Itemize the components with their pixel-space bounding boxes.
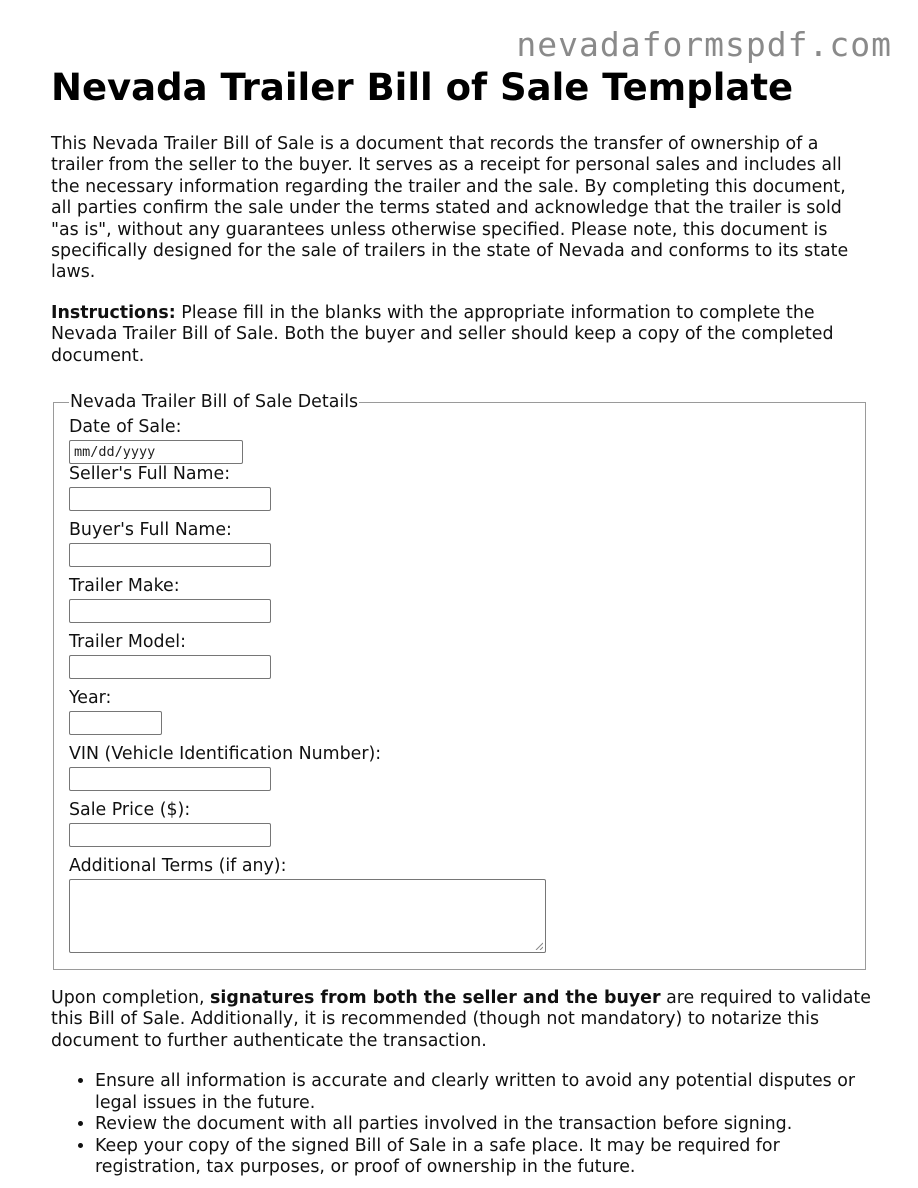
trailer-model-label: Trailer Model: <box>69 632 186 653</box>
site-watermark: nevadaformspdf.com <box>516 25 892 64</box>
additional-terms-textarea[interactable] <box>69 879 546 953</box>
trailer-make-label: Trailer Make: <box>69 576 180 597</box>
sale-price-input[interactable] <box>69 823 271 847</box>
bill-of-sale-fieldset <box>53 392 866 970</box>
year-input[interactable] <box>69 711 162 735</box>
page-title: Nevada Trailer Bill of Sale Template <box>51 66 794 109</box>
completion-text-end: are required to validate this Bill of Sale. Additionally, it is recommended (though not mandatory) to notarize this document to further authenticate the transaction. <box>51 988 871 1051</box>
fieldset-legend: Nevada Trailer Bill of Sale Details <box>70 392 359 413</box>
sale-price-label: Sale Price ($): <box>69 800 191 821</box>
additional-terms-label: Additional Terms (if any): <box>69 856 287 877</box>
instructions-paragraph <box>51 303 871 367</box>
instructions-text: Please fill in the blanks with the appropriate information to complete the Nevada Trailer Bill of Sale. Both the buyer and seller should keep a copy of the completed document. <box>51 302 834 366</box>
instructions-label: Instructions: <box>51 302 176 323</box>
completion-text-start: Upon completion, <box>51 988 211 1009</box>
list-item: • Keep your copy of the signed Bill of Sale in a safe place. It may be required for registration, tax purposes, or proof of ownership in the future. <box>95 1136 871 1179</box>
buyer-name-label: Buyer's Full Name: <box>69 520 232 541</box>
completion-bold-text: signatures from both the seller and the buyer <box>210 988 661 1009</box>
trailer-model-input[interactable] <box>69 655 271 679</box>
vin-label: VIN (Vehicle Identification Number): <box>69 744 382 765</box>
resize-grip-icon[interactable] <box>535 942 543 950</box>
trailer-make-input[interactable] <box>69 599 271 623</box>
document-page <box>51 0 871 1178</box>
buyer-name-input[interactable] <box>69 543 271 567</box>
intro-paragraph: This Nevada Trailer Bill of Sale is a document that records the transfer of ownership of a trailer from the seller to the buyer. It serves as a receipt for personal sales and includes all the necessary information regarding the trailer and the sale. By completing this document, all parties confirm the sale under the terms stated and acknowledge that the trailer is sold "as is", without any guarantees unless otherwise specified. Please note, this document is specifically designed for the sale of trailers in the state of Nevada and conforms to its state laws. <box>51 134 849 283</box>
seller-name-label: Seller's Full Name: <box>69 464 231 485</box>
list-item: • Review the document with all parties involved in the transaction before signing. <box>95 1114 871 1135</box>
completion-paragraph <box>51 988 871 1052</box>
date-of-sale-input[interactable]: mm/dd/yyyy <box>69 440 243 464</box>
tips-list <box>51 1071 871 1178</box>
seller-name-input[interactable] <box>69 487 271 511</box>
vin-input[interactable] <box>69 767 271 791</box>
year-label: Year: <box>69 688 112 709</box>
date-of-sale-label: Date of Sale: <box>69 417 182 438</box>
list-item: • Ensure all information is accurate and clearly written to avoid any potential disputes or legal issues in the future. <box>95 1071 871 1114</box>
